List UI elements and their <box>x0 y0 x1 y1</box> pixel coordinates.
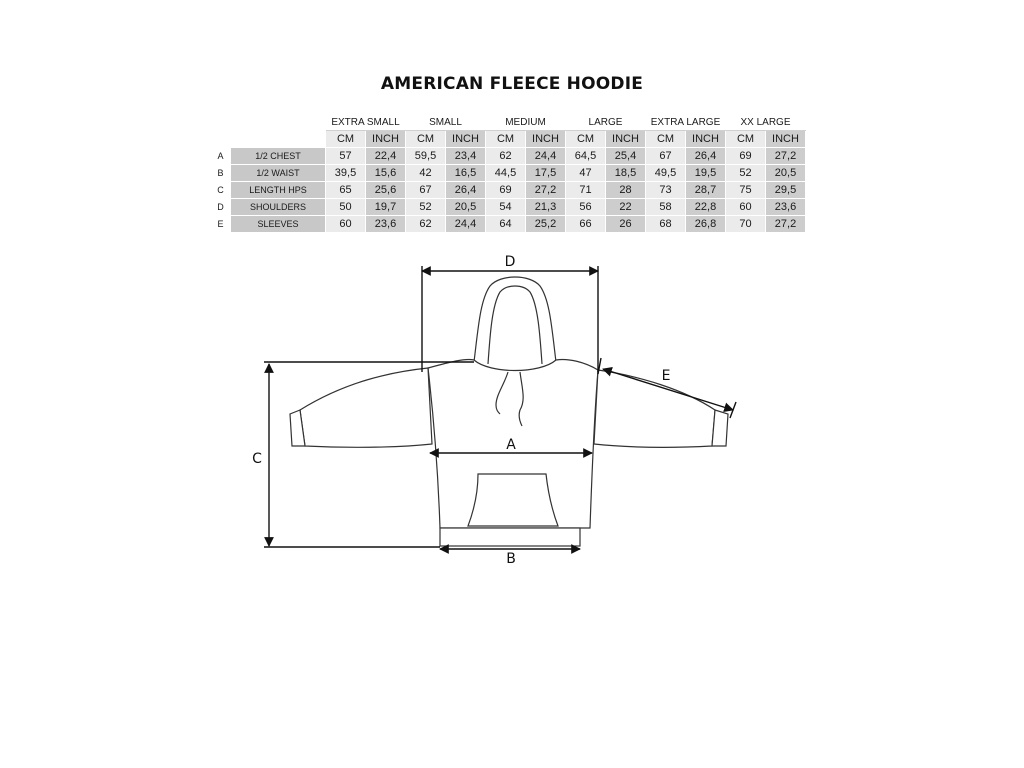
row-label: SLEEVES <box>231 216 326 233</box>
size-header-small: SMALL <box>406 114 486 131</box>
unit-cm: CM <box>646 131 686 148</box>
row-label: LENGTH HPS <box>231 182 326 199</box>
value-inch: 23,6 <box>366 216 406 233</box>
value-inch: 19,7 <box>366 199 406 216</box>
value-cm: 50 <box>326 199 366 216</box>
waistband <box>440 528 580 546</box>
value-cm: 59,5 <box>406 148 446 165</box>
value-cm: 54 <box>486 199 526 216</box>
value-cm: 44,5 <box>486 165 526 182</box>
size-header-medium: MEDIUM <box>486 114 566 131</box>
row-letter: B <box>211 165 231 182</box>
unit-cm: CM <box>566 131 606 148</box>
value-cm: 70 <box>726 216 766 233</box>
value-cm: 65 <box>326 182 366 199</box>
kangaroo-pocket <box>468 474 558 526</box>
unit-cm: CM <box>406 131 446 148</box>
unit-inch: INCH <box>526 131 566 148</box>
value-inch: 20,5 <box>766 165 806 182</box>
value-cm: 39,5 <box>326 165 366 182</box>
value-inch: 23,6 <box>766 199 806 216</box>
value-inch: 25,6 <box>366 182 406 199</box>
value-inch: 22 <box>606 199 646 216</box>
value-cm: 60 <box>726 199 766 216</box>
row-letter: A <box>211 148 231 165</box>
value-inch: 17,5 <box>526 165 566 182</box>
unit-inch: INCH <box>446 131 486 148</box>
unit-inch: INCH <box>766 131 806 148</box>
page-title: AMERICAN FLEECE HOODIE <box>380 74 644 94</box>
value-cm: 52 <box>406 199 446 216</box>
value-inch: 26,4 <box>446 182 486 199</box>
value-inch: 18,5 <box>606 165 646 182</box>
value-inch: 16,5 <box>446 165 486 182</box>
value-inch: 25,2 <box>526 216 566 233</box>
value-cm: 71 <box>566 182 606 199</box>
hood <box>474 277 556 378</box>
value-cm: 49,5 <box>646 165 686 182</box>
dimension-d-label: D <box>504 254 516 270</box>
value-inch: 22,4 <box>366 148 406 165</box>
value-inch: 21,3 <box>526 199 566 216</box>
size-header-extra-small: EXTRA SMALL <box>326 114 406 131</box>
value-cm: 56 <box>566 199 606 216</box>
value-inch: 25,4 <box>606 148 646 165</box>
value-inch: 15,6 <box>366 165 406 182</box>
value-cm: 69 <box>726 148 766 165</box>
unit-cm: CM <box>486 131 526 148</box>
row-label: 1/2 CHEST <box>231 148 326 165</box>
value-inch: 27,2 <box>766 148 806 165</box>
row-letter: E <box>211 216 231 233</box>
value-cm: 57 <box>326 148 366 165</box>
size-header-extra-large: EXTRA LARGE <box>646 114 726 131</box>
value-cm: 67 <box>646 148 686 165</box>
value-inch: 24,4 <box>526 148 566 165</box>
dimension-b-label: B <box>506 551 516 567</box>
value-cm: 47 <box>566 165 606 182</box>
value-inch: 24,4 <box>446 216 486 233</box>
unit-cm: CM <box>326 131 366 148</box>
value-inch: 29,5 <box>766 182 806 199</box>
value-inch: 23,4 <box>446 148 486 165</box>
left-sleeve <box>300 368 432 447</box>
unit-inch: INCH <box>366 131 406 148</box>
right-sleeve <box>594 370 715 447</box>
value-inch: 28 <box>606 182 646 199</box>
value-cm: 69 <box>486 182 526 199</box>
right-cuff <box>712 410 728 446</box>
value-inch: 28,7 <box>686 182 726 199</box>
value-cm: 58 <box>646 199 686 216</box>
hoodie-outline <box>290 277 728 546</box>
value-inch: 26,4 <box>686 148 726 165</box>
value-cm: 68 <box>646 216 686 233</box>
dimension-a-label: A <box>506 437 516 453</box>
unit-inch: INCH <box>686 131 726 148</box>
value-inch: 27,2 <box>766 216 806 233</box>
value-cm: 75 <box>726 182 766 199</box>
unit-inch: INCH <box>606 131 646 148</box>
unit-cm: CM <box>726 131 766 148</box>
row-letter: D <box>211 199 231 216</box>
row-letter: C <box>211 182 231 199</box>
value-inch: 27,2 <box>526 182 566 199</box>
value-inch: 26 <box>606 216 646 233</box>
value-cm: 66 <box>566 216 606 233</box>
value-inch: 19,5 <box>686 165 726 182</box>
value-cm: 62 <box>486 148 526 165</box>
value-cm: 64,5 <box>566 148 606 165</box>
value-inch: 20,5 <box>446 199 486 216</box>
dimension-e-label: E <box>661 368 671 384</box>
size-header-large: LARGE <box>566 114 646 131</box>
value-cm: 52 <box>726 165 766 182</box>
dimension-c-label: C <box>252 451 262 467</box>
row-label: SHOULDERS <box>231 199 326 216</box>
value-cm: 42 <box>406 165 446 182</box>
value-cm: 62 <box>406 216 446 233</box>
value-cm: 67 <box>406 182 446 199</box>
value-cm: 64 <box>486 216 526 233</box>
row-label: 1/2 WAIST <box>231 165 326 182</box>
value-cm: 73 <box>646 182 686 199</box>
value-cm: 60 <box>326 216 366 233</box>
value-inch: 26,8 <box>686 216 726 233</box>
size-header-xx-large: XX LARGE <box>726 114 806 131</box>
value-inch: 22,8 <box>686 199 726 216</box>
